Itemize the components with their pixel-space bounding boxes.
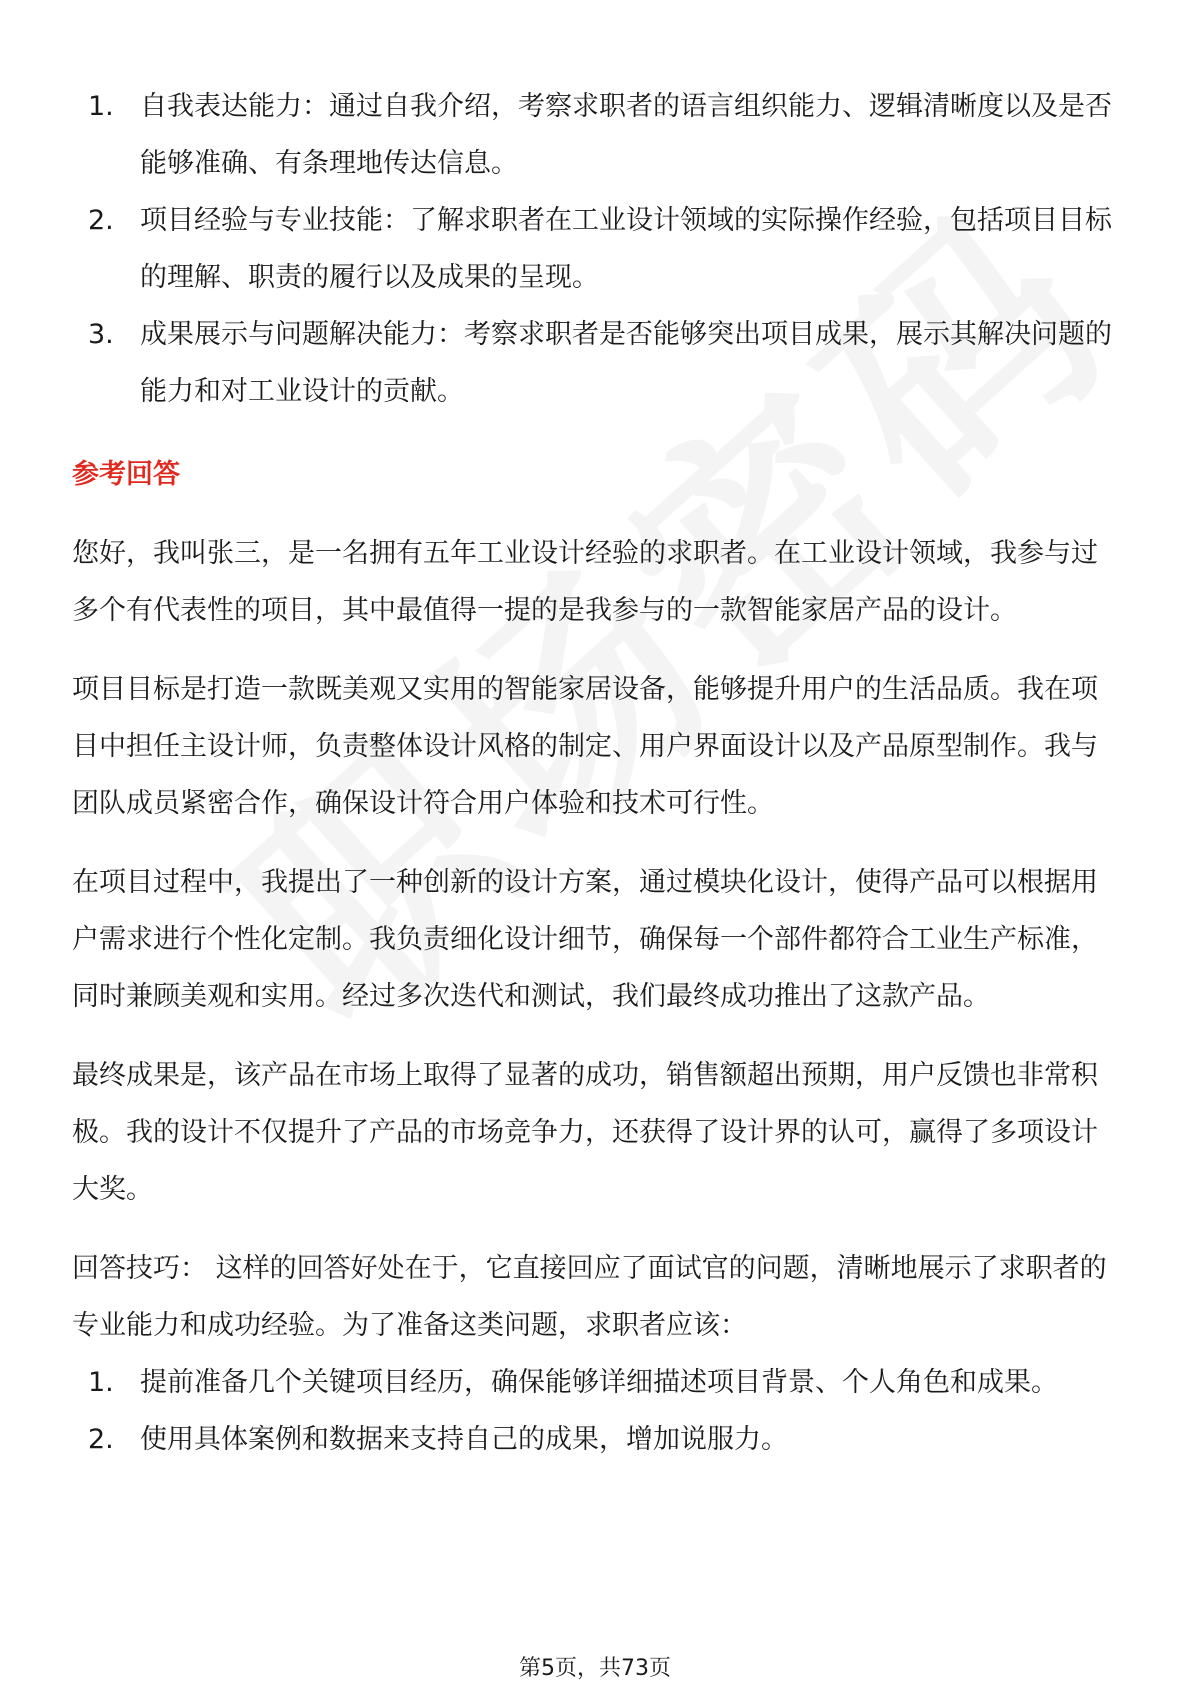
- tips-list: [72, 1354, 1122, 1468]
- answer-paragraph: 在项目过程中，我提出了一种创新的设计方案，通过模块化设计，使得产品可以根据用户需求进行个性化定制。我负责细化设计细节，确保每一个部件都符合工业生产标准，同时兼顾美观和实用。经过多次迭代和测试，我们最终成功推出了这款产品。: [72, 867, 1098, 1012]
- list-number: 1.: [88, 91, 114, 122]
- page-footer: 第5页，共73页: [519, 1656, 671, 1681]
- answer-paragraph: 您好，我叫张三，是一名拥有五年工业设计经验的求职者。在工业设计领域，我参与过多个有代表性的项目，其中最值得一提的是我参与的一款智能家居产品的设计。: [72, 538, 1098, 626]
- section-title: 参考回答: [72, 459, 180, 490]
- answer-paragraph: 项目目标是打造一款既美观又实用的智能家居设备，能够提升用户的生活品质。我在项目中担任主设计师，负责整体设计风格的制定、用户界面设计以及产品原型制作。我与团队成员紧密合作，确保设计符合用户体验和技术可行性。: [72, 674, 1098, 819]
- list-text: 自我表达能力：通过自我介绍，考察求职者的语言组织能力、逻辑清晰度以及是否能够准确、有条理地传达信息。: [140, 91, 1112, 179]
- tips-paragraph: 回答技巧： 这样的回答好处在于，它直接回应了面试官的问题，清晰地展示了求职者的专业能力和成功经验。为了准备这类问题，求职者应该：: [72, 1253, 1107, 1341]
- page-content: [72, 78, 1122, 1468]
- list-number: 2.: [88, 205, 114, 236]
- list-number: 2.: [88, 1424, 114, 1455]
- list-text: 提前准备几个关键项目经历，确保能够详细描述项目背景、个人角色和成果。: [140, 1367, 1058, 1398]
- list-item: [72, 306, 1122, 420]
- answer-paragraph: 最终成果是，该产品在市场上取得了显著的成功，销售额超出预期，用户反馈也非常积极。我的设计不仅提升了产品的市场竞争力，还获得了设计界的认可，赢得了多项设计大奖。: [72, 1060, 1098, 1205]
- list-text: 成果展示与问题解决能力：考察求职者是否能够突出项目成果，展示其解决问题的能力和对工业设计的贡献。: [140, 319, 1112, 407]
- list-number: 1.: [88, 1367, 114, 1398]
- list-item: [72, 1411, 1122, 1468]
- list-text: 使用具体案例和数据来支持自己的成果，增加说服力。: [140, 1424, 788, 1455]
- list-number: 3.: [88, 319, 114, 350]
- list-text: 项目经验与专业技能：了解求职者在工业设计领域的实际操作经验，包括项目目标的理解、职责的履行以及成果的呈现。: [140, 205, 1112, 293]
- list-item: [72, 78, 1122, 192]
- list-item: [72, 1354, 1122, 1411]
- list-item: [72, 192, 1122, 306]
- evaluation-points-list: [72, 78, 1122, 420]
